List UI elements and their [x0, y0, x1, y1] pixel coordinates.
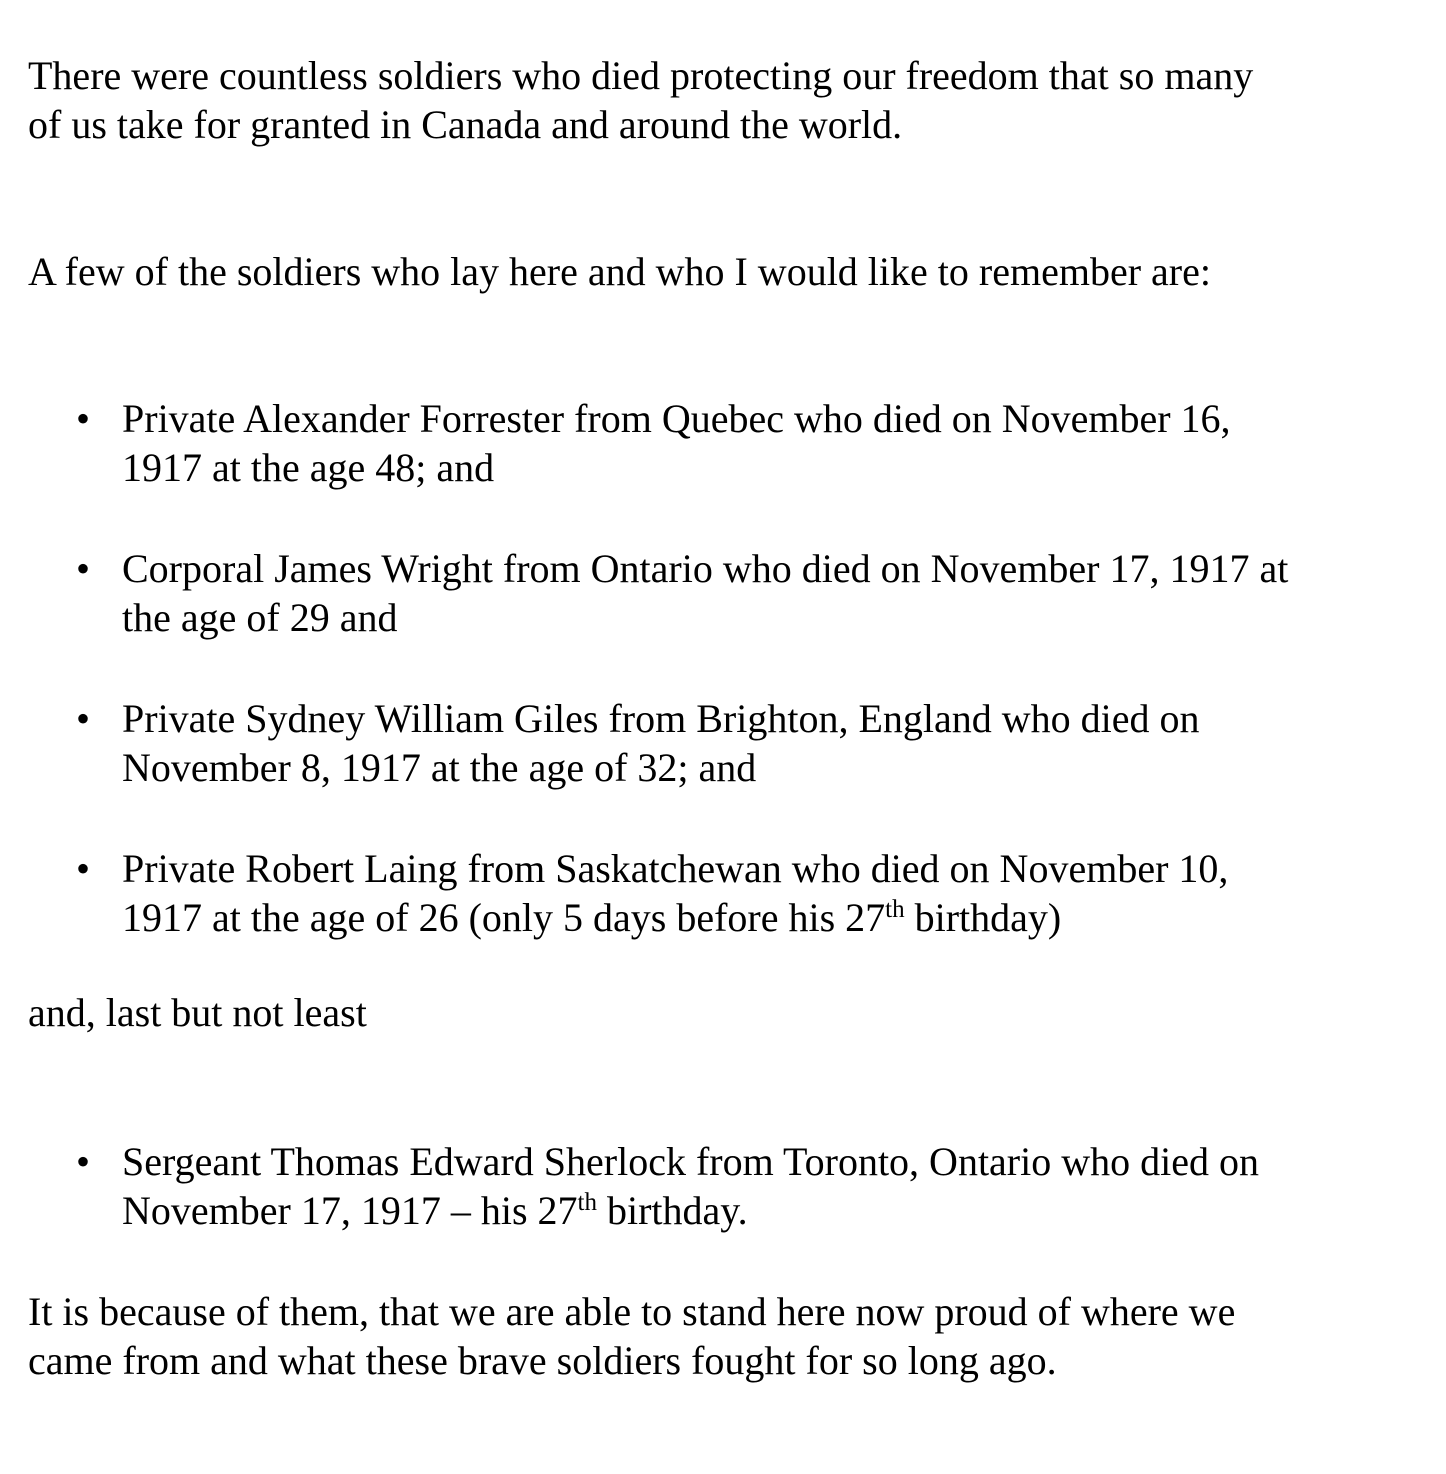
list-item-line-2 — [122, 893, 1446, 942]
list-item-line-2: the age of 29 and — [122, 595, 398, 640]
ordinal-superscript: th — [885, 896, 905, 923]
list-item-line-2 — [122, 1186, 1446, 1235]
list-item-line-2: November 8, 1917 at the age of 32; and — [122, 745, 757, 790]
lead-in-line: A few of the soldiers who lay here and who I would like to remember are: — [28, 249, 1211, 294]
list-item-line-1: Private Sydney William Giles from Brighton, England who died on — [122, 696, 1200, 741]
closing-paragraph — [28, 1287, 1416, 1385]
last-soldier-list — [0, 1137, 1446, 1235]
list-item-line-1: Private Robert Laing from Saskatchewan who died on November 10, — [122, 846, 1229, 891]
list-item-line-1: Private Alexander Forrester from Quebec who died on November 16, — [122, 396, 1231, 441]
list-item-line-2-text: 1917 at the age of 26 (only 5 days before his 27 — [122, 895, 886, 940]
closing-line-1: It is because of them, that we are able to stand here now proud of where we — [28, 1289, 1236, 1334]
bullet-icon: • — [76, 1139, 91, 1184]
lead-in-paragraph — [28, 247, 1416, 296]
list-item-giles — [0, 694, 1446, 792]
list-item-line-2-text: birthday) — [904, 895, 1062, 940]
closing-line-2: came from and what these brave soldiers fought for so long ago. — [28, 1338, 1057, 1383]
list-item-line-1: Corporal James Wright from Ontario who died on November 17, 1917 at — [122, 546, 1289, 591]
list-item-line-2-text: November 17, 1917 – his 27 — [122, 1188, 578, 1233]
list-item-line-2-text: birthday. — [596, 1188, 748, 1233]
list-item-wright — [0, 544, 1446, 642]
soldiers-list — [0, 394, 1446, 942]
list-item-forrester — [0, 394, 1446, 492]
intro-paragraph — [28, 51, 1416, 149]
list-item-line-2: 1917 at the age 48; and — [122, 445, 495, 490]
interlude-line: and, last but not least — [28, 990, 367, 1035]
list-item-sherlock — [0, 1137, 1446, 1235]
list-item-line-1: Sergeant Thomas Edward Sherlock from Toronto, Ontario who died on — [122, 1139, 1259, 1184]
intro-line-1: There were countless soldiers who died protecting our freedom that so many — [28, 53, 1254, 98]
bullet-icon: • — [76, 396, 91, 441]
bullet-icon: • — [76, 546, 91, 591]
interlude-paragraph — [28, 988, 1416, 1037]
intro-line-2: of us take for granted in Canada and around the world. — [28, 102, 903, 147]
ordinal-superscript: th — [577, 1189, 597, 1216]
bullet-icon: • — [76, 696, 91, 741]
list-item-laing — [0, 844, 1446, 942]
bullet-icon: • — [76, 846, 91, 891]
